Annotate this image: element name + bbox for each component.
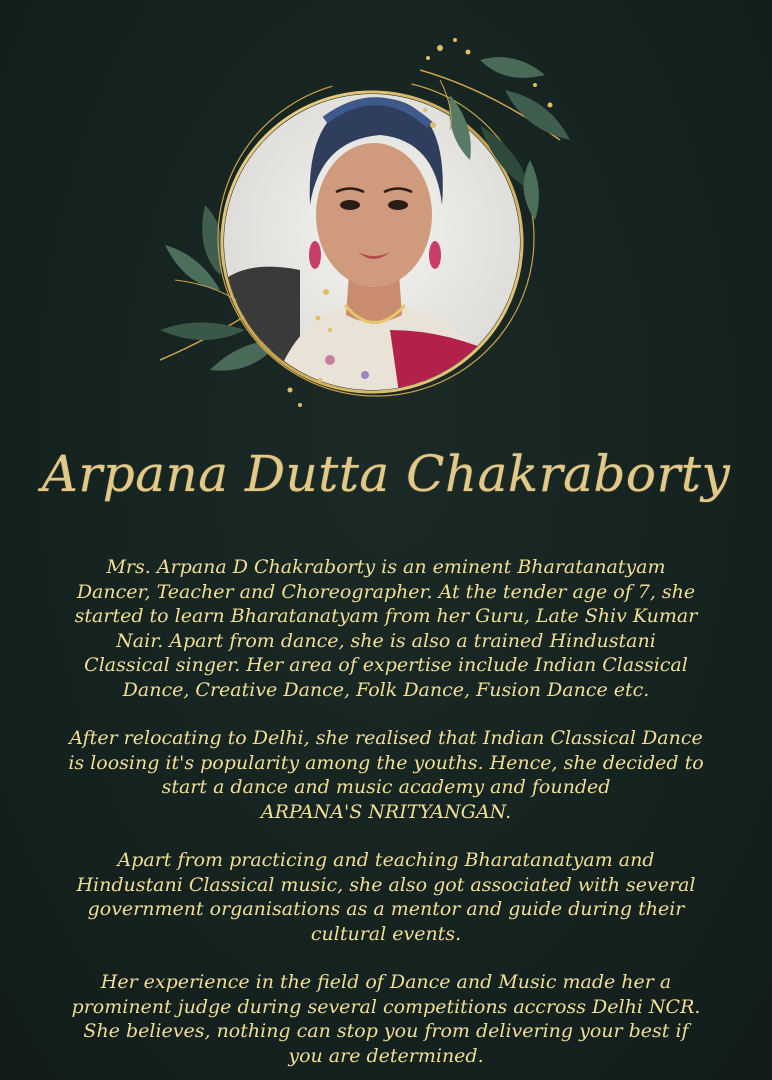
- biography: [20, 555, 752, 1080]
- portrait-frame: [150, 30, 590, 410]
- portrait-illustration: [150, 30, 590, 410]
- bio-paragraph-1: Mrs. Arpana D Chakraborty is an eminent Bharatanatyam Dancer, Teacher and Choreographer. At the tender age of 7, she started to learn Bharatanatyam from her Guru, Late Shiv Kumar Nair. Apart from dance, she is also a trained Hindustani Classical singer. Her area of expertise include Indian Classical Dance, Creative Dance, Folk Dance, Fusion Dance etc.: [74, 556, 698, 701]
- bio-paragraph-4: Her experience in the field of Dance and Music made her a prominent judge during several competitions accross Delhi NCR. She believes, nothing can stop you from delivering your best if you are determined.: [71, 971, 701, 1067]
- bio-paragraph-3: Apart from practicing and teaching Bharatanatyam and Hindustani Classical music, she also got associated with several government organisations as a mentor and guide during their cultural events.: [76, 849, 696, 945]
- person-name: Arpana Dutta Chakraborty: [41, 445, 731, 503]
- bio-paragraph-2: After relocating to Delhi, she realised that Indian Classical Dance is loosing it's popularity among the youths. Hence, she decided to start a dance and music academy and founded ARPANA'S NRITYANGAN.: [68, 727, 704, 823]
